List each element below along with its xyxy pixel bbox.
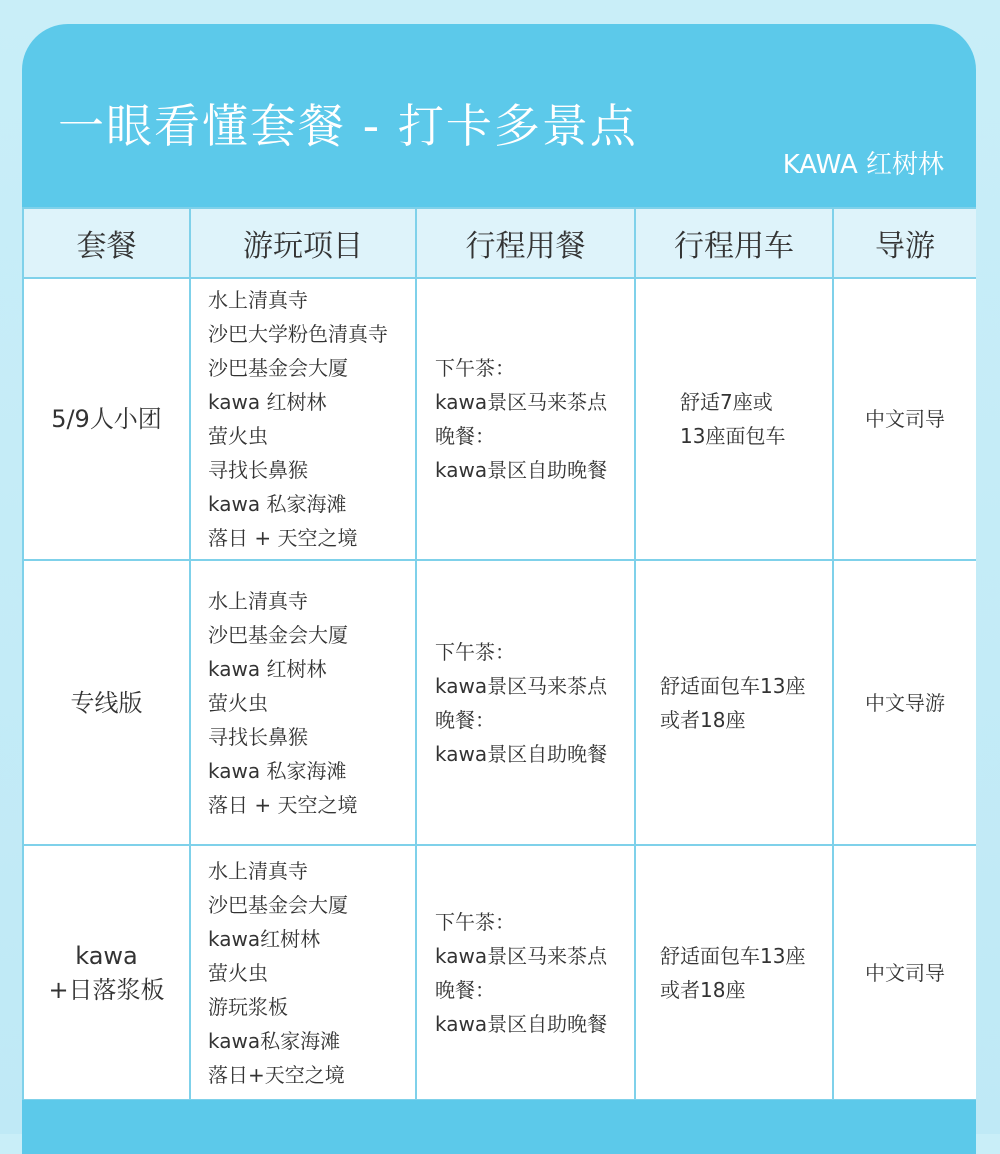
guide-cell: [833, 560, 976, 845]
car-cell: [635, 278, 833, 560]
item-line: 萤火虫: [208, 690, 268, 715]
guide-text: 中文司导: [865, 960, 945, 985]
column-header-car: 行程用车: [635, 208, 833, 278]
meal-line: 晚餐：: [435, 977, 495, 1002]
item-line: 沙巴基金会大厦: [208, 356, 348, 380]
column-header-guide: 导游: [833, 208, 976, 278]
car-line: 或者18座: [660, 707, 746, 732]
car-line: 或者18座: [660, 977, 746, 1002]
guide-text: 中文导游: [865, 690, 945, 715]
items-cell: [190, 560, 416, 845]
package-table: [22, 207, 976, 1101]
package-name: +日落浆板: [48, 975, 165, 1004]
item-line: kawa私家海滩: [208, 1028, 341, 1053]
guide-cell: [833, 845, 976, 1100]
item-line: 水上清真寺: [208, 858, 308, 883]
column-header-package: 套餐: [23, 208, 190, 278]
item-line: 落日 + 天空之境: [208, 792, 358, 817]
meal-line: kawa景区马来茶点: [435, 943, 608, 968]
meal-line: 晚餐：: [435, 424, 495, 448]
items-cell: [190, 278, 416, 560]
package-card: [22, 24, 976, 1154]
item-line: 落日+天空之境: [208, 1062, 345, 1087]
item-line: 落日 + 天空之境: [208, 526, 358, 550]
meals-cell: [416, 278, 635, 560]
table-header-row: [23, 208, 976, 278]
item-line: 游玩浆板: [208, 994, 288, 1019]
package-name: kawa: [75, 941, 138, 970]
item-line: kawa 私家海滩: [208, 758, 347, 783]
meal-line: 下午茶：: [435, 356, 515, 380]
page-subtitle: KAWA 红树林: [782, 150, 944, 180]
meal-line: kawa景区自助晚餐: [435, 458, 608, 482]
meal-line: 下午茶：: [435, 909, 515, 934]
guide-text: 中文司导: [865, 407, 945, 431]
package-table-wrapper: [22, 207, 976, 1101]
meals-cell: [416, 845, 635, 1100]
meal-line: kawa景区马来茶点: [435, 673, 608, 698]
package-name-cell: [23, 560, 190, 845]
item-line: 水上清真寺: [208, 588, 308, 613]
package-name-cell: [23, 845, 190, 1100]
item-line: 寻找长鼻猴: [208, 724, 308, 749]
item-line: 沙巴大学粉色清真寺: [208, 322, 388, 346]
item-line: 萤火虫: [208, 960, 268, 985]
page-title: 一眼看懂套餐 - 打卡多景点: [58, 99, 638, 153]
package-name-cell: [23, 278, 190, 560]
item-line: kawa红树林: [208, 926, 321, 951]
car-line: 舒适面包车13座: [660, 943, 806, 968]
car-line: 13座面包车: [680, 424, 786, 448]
meal-line: 晚餐：: [435, 707, 495, 732]
meal-line: kawa景区自助晚餐: [435, 741, 608, 766]
column-header-meals: 行程用餐: [416, 208, 635, 278]
bottom-banner: [22, 1100, 976, 1140]
meal-line: kawa景区马来茶点: [435, 390, 608, 414]
table-row: [23, 560, 976, 845]
item-line: 水上清真寺: [208, 288, 308, 312]
items-cell: [190, 845, 416, 1100]
meal-line: kawa景区自助晚餐: [435, 1011, 608, 1036]
item-line: kawa 私家海滩: [208, 492, 347, 516]
package-name: 5/9人小团: [51, 405, 162, 433]
item-line: kawa 红树林: [208, 656, 327, 681]
item-line: kawa 红树林: [208, 390, 327, 414]
car-cell: [635, 560, 833, 845]
item-line: 沙巴基金会大厦: [208, 892, 348, 917]
table-row: [23, 845, 976, 1100]
column-header-items: 游玩项目: [190, 208, 416, 278]
table-row: [23, 278, 976, 560]
meals-cell: [416, 560, 635, 845]
guide-cell: [833, 278, 976, 560]
item-line: 寻找长鼻猴: [208, 458, 308, 482]
car-line: 舒适面包车13座: [660, 673, 806, 698]
car-line: 舒适7座或: [680, 390, 773, 414]
package-name: 专线版: [70, 688, 143, 717]
meal-line: 下午茶：: [435, 639, 515, 664]
item-line: 沙巴基金会大厦: [208, 622, 348, 647]
item-line: 萤火虫: [208, 424, 268, 448]
car-cell: [635, 845, 833, 1100]
